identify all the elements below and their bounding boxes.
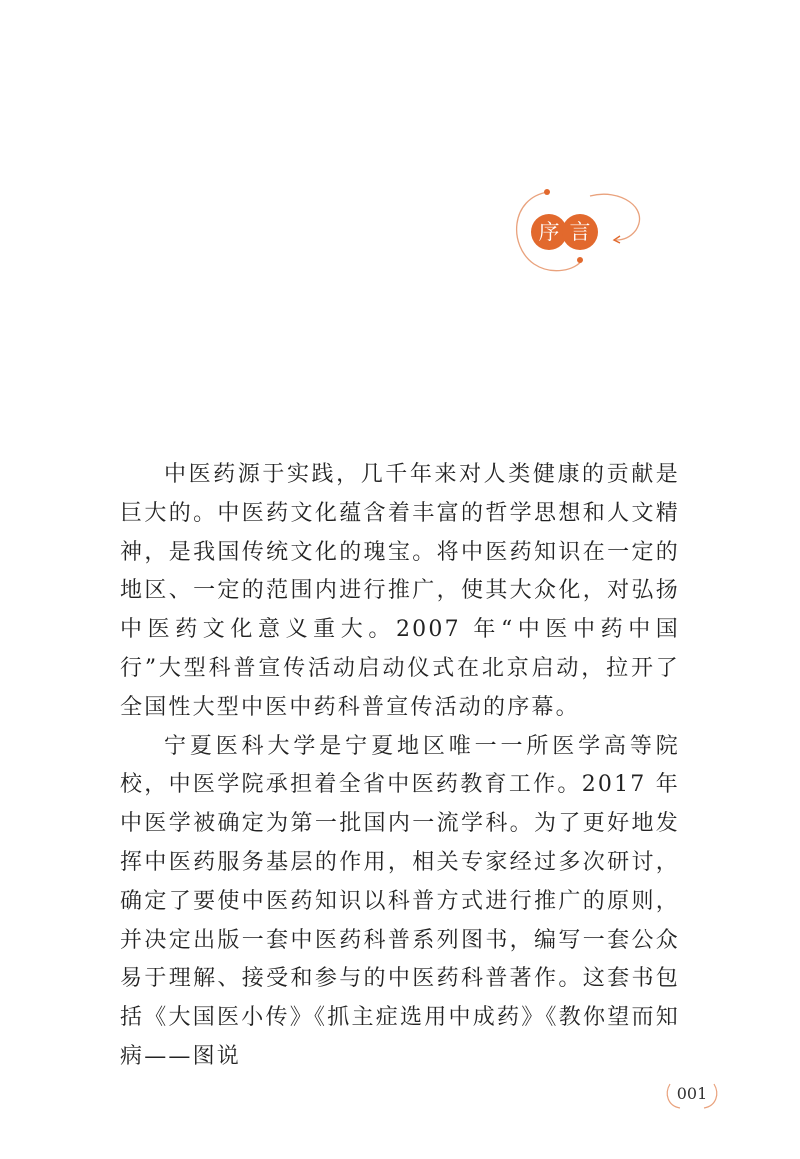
page-number-badge	[662, 1078, 722, 1112]
preface-body	[120, 456, 680, 1077]
title-char-yan: 言	[562, 214, 598, 250]
title-char-xu: 序	[531, 214, 567, 250]
title-ornament	[490, 180, 650, 280]
paragraph-2: 宁夏医科大学是宁夏地区唯一一所医学高等院校，中医学院承担着全省中医药教育工作。2017 年中医学被确定为第一批国内一流学科。为了更好地发挥中医药服务基层的作用，相关专家经过多次研讨，确定了要使中医药知识以科普方式进行推广的原则，并决定出版一套中医药科普系列图书，编写一套公众易于理解、接受和参与的中医药科普著作。这套书包括《大国医小传》《抓主症选用中成药》《教你望而知病——图说	[120, 733, 680, 1069]
page-number: 001	[676, 1084, 708, 1103]
paragraph-1: 中医药源于实践，几千年来对人类健康的贡献是巨大的。中医药文化蕴含着丰富的哲学思想和人文精神，是我国传统文化的瑰宝。将中医药知识在一定的地区、一定的范围内进行推广，使其大众化，对弘扬中医药文化意义重大。2007 年“中医中药中国行”大型科普宣传活动启动仪式在北京启动，拉开了全国性大型中医中药科普宣传活动的序幕。	[120, 462, 680, 720]
